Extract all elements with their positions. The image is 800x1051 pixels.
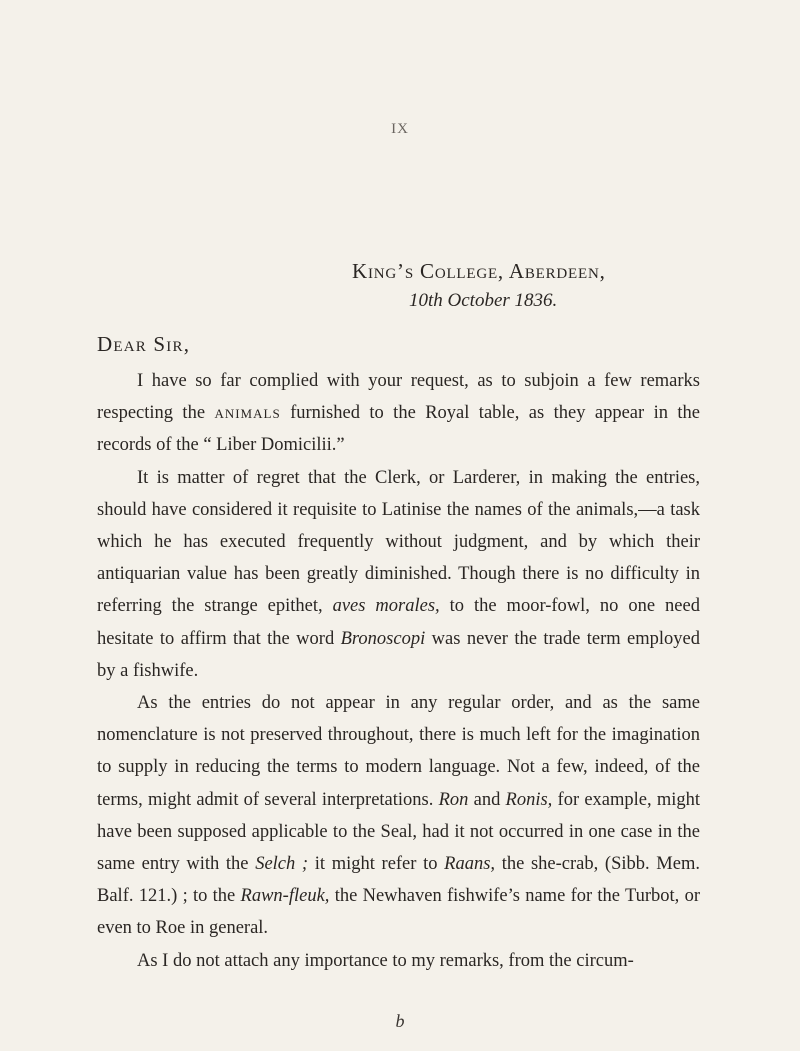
text-run: for example, might have been supposed applicable to the Seal, had it not occurred in one case in the same entry with the <box>97 789 700 875</box>
text-run: the she-crab, (Sibb. Mem. Balf. 121.) ; to the <box>97 854 700 907</box>
page-number: IX <box>391 121 409 137</box>
italic-term: Rawn-fleuk, <box>240 886 330 907</box>
italic-term: Selch ; <box>255 854 309 875</box>
text-run: I have so far complied with your request, as to subjoin a few remarks respecting the <box>97 371 700 424</box>
paragraph-1 <box>97 365 700 462</box>
text-run: It is matter of regret that the Clerk, or Larderer, in making the entries, should have considered it requisite to Latinise the names of the animals,—a task which he has executed frequently without judgment, and by which their antiquarian value has been greatly diminished. Though there is no difficulty in referring the strange epithet, <box>97 467 700 617</box>
sender-address: King’s College, Aberdeen, <box>352 259 606 283</box>
salutation: Dear Sir, <box>97 332 191 356</box>
text-run: the Newhaven fishwife’s name for the Turbot, or even to Roe in general. <box>97 886 700 939</box>
letter-date <box>352 286 732 316</box>
letter-body <box>97 365 700 977</box>
paragraph-3 <box>97 687 700 945</box>
text-run: As the entries do not appear in any regular order, and as the same nomenclature is not preserved throughout, there is much left for the imagination to supply in reducing the terms to modern language. Not a few, indeed, of the terms, might admit of several interpretations. <box>97 693 700 810</box>
text-run: furnished to the Royal table, as they appear in the records of the “ Liber Domicilii.” <box>97 403 700 456</box>
paragraph-2 <box>97 462 700 687</box>
letter-address-block <box>352 256 732 316</box>
paragraph-4 <box>97 945 700 977</box>
text-run: it might refer to <box>308 854 445 875</box>
signature-mark: b <box>395 1011 405 1031</box>
italic-term: aves morales, <box>332 596 440 617</box>
letter-date-text: 10th October 1836. <box>409 290 558 311</box>
italic-term: Ronis, <box>505 789 553 810</box>
text-run: was never the trade term employed by a fishwife. <box>97 628 700 681</box>
small-caps-term: animals <box>214 403 281 424</box>
italic-term: Ron <box>438 789 469 810</box>
italic-term: Bronoscopi <box>340 628 426 649</box>
italic-term: Raans, <box>444 854 496 875</box>
text-run: As I do not attach any importance to my remarks, from the circum- <box>137 950 634 971</box>
text-run: and <box>468 789 506 810</box>
text-run: to the moor-fowl, no one need hesitate to affirm that the word <box>97 596 700 649</box>
